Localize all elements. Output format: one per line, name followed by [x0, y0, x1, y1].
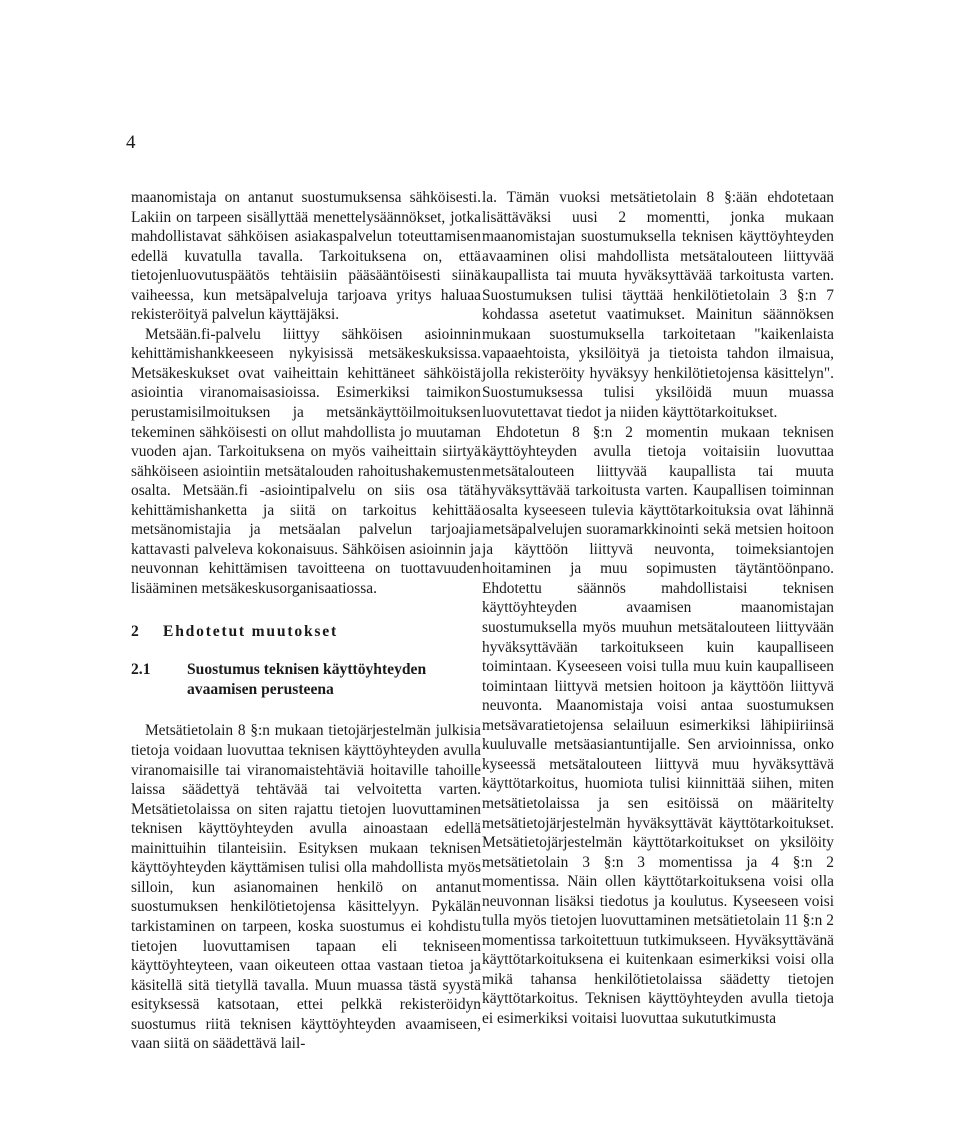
paragraph: Metsään.fi-palvelu liittyy sähköisen asioinnin kehittämishankkeeseen nykyisissä metsäkeskuksissa. Metsäkeskukset ovat vaiheittain kehittäneet sähköistä asiointia viranomaisasioissa. Esimerkiksi taimikon perustamisilmoituksen ja metsänkäyttöilmoituksen tekeminen sähköisesti on ollut mahdollista jo muutaman vuoden ajan. Tarkoituksena on myös vaiheittain siirtyä sähköiseen asiointiin metsätalouden rahoitushakemusten osalta. Metsään.fi -asiointipalvelu on siis osa tätä kehittämishanketta ja siitä on tarkoitus kehittää metsänomistajia ja metsäalan palvelun tarjoajia kattavasti palveleva kokonaisuus. Sähköisen asioinnin ja neuvonnan kehittämisen tavoitteena on tuottavuuden lisääminen metsäkeskusorganisaatiossa.: [131, 325, 481, 597]
paragraph: Ehdotetun 8 §:n 2 momentin mukaan teknisen käyttöyhteyden avulla tietoja voitaisiin luovuttaa metsätalouteen liittyvää kaupallista tai muuta hyväksyttävää tarkoitusta varten. Kaupallisen toiminnan osalta kyseeseen tulevia käyttötarkoituksia ovat lähinnä metsäpalvelujen suoramarkkinointi sekä metsien hoitoon ja käyttöön liittyvä neuvonta, toimeksiantojen hoitaminen ja muu sopimusten täytäntöönpano. Ehdotettu säännös mahdollistaisi teknisen käyttöyhteyden avaamisen maanomistajan suostumuksella myös muuhun metsätalouteen liittyvään hyväksyttävään tarkoitukseen kuin kaupalliseen toimintaan. Kyseeseen voisi tulla muu kuin kaupalliseen toimintaan liittyvä metsien hoitoon ja käyttöön liittyvä neuvonta. Maanomistaja voisi antaa suostumuksen metsävaratietojensa selailuun esimerkiksi lähipiiriinsä kuuluvalle metsäasiantuntijalle. Sen arvioinnissa, onko kyseessä metsätalouteen liittyvä muu hyväksyttävä käyttötarkoitus, huomiota tulisi kiinnittää siihen, miten metsätietolaissa ja sen esitöissä on määritelty metsätietojärjestelmän hyväksyttävät käyttötarkoitukset. Metsätietojärjestelmän käyttötarkoitukset on yksilöity metsätietolain 3 §:n 3 momentissa ja 4 §:n 2 momentissa. Näin ollen käyttötarkoituksena voisi olla neuvonnan lisäksi tiedotus ja koulutus. Kyseeseen voisi tulla myös tietojen luovuttaminen metsätietolain 11 §:n 2 momentissa tarkoitettuun tutkimukseen. Hyväksyttävänä käyttötarkoituksena ei kuitenkaan esimerkiksi voisi olla mikä tahansa henkilötietolaissa säädetty tietojen käyttötarkoitus. Teknisen käyttöyhteyden avulla tietoja ei esimerkiksi voitaisi luovuttaa sukututkimusta: [482, 423, 834, 1027]
subsection-title: Suostumus teknisen käyttöyhteyden avaamisen perusteena: [187, 661, 427, 698]
subsection-number: 2.1: [131, 661, 151, 679]
section-heading: [131, 622, 481, 642]
paragraph: Metsätietolain 8 §:n mukaan tietojärjestelmän julkisia tietoja voidaan luovuttaa teknisen käyttöyhteyden avulla viranomaisille tai viranomaistehtäviä hoitaville tahoille laissa säädettyä tehtävää tai velvoitetta varten. Metsätietolaissa on siten rajattu tietojen luovuttaminen teknisen käyttöyhteyden avulla ainoastaan edellä mainittuihin tilanteisiin. Esityksen mukaan teknisen käyttöyhteyden käyttämisen tulisi olla mahdollista myös silloin, kun asianomainen henkilö on antanut suostumuksen henkilötietojensa käsittelyyn. Pykälän tarkistaminen on tarpeen, koska suostumus ei kohdistu tietojen luovuttamisen tapaan eli tekniseen käyttöyhteyteen, vaan oikeuteen ottaa vastaan tietoa ja käsitellä sitä tietyllä tavalla. Muun muassa tästä syystä esityksessä katsotaan, ettei pelkkä rekisteröidyn suostumus riitä teknisen käyttöyhteyden avaamiseen, vaan siitä on säädettävä lail-: [131, 722, 481, 1053]
subsection-heading: [131, 660, 481, 699]
left-column: [131, 188, 481, 1054]
right-column: [482, 188, 834, 1029]
paragraph: maanomistaja on antanut suostumuksensa sähköisesti. Lakiin on tarpeen sisällyttää menettelysäännökset, jotka mahdollistavat sähköisen asiakaspalvelun toteuttamisen edellä kuvatulla tavalla. Tarkoituksena on, että tietojenluovutuspäätös tehtäisiin pääsääntöisesti siinä vaiheessa, kun metsäpalveluja tarjoava yritys haluaa rekisteröityä palvelun käyttäjäksi.: [131, 189, 481, 324]
paragraph: la. Tämän vuoksi metsätietolain 8 §:ään ehdotetaan lisättäväksi uusi 2 momentti, jonka mukaan maanomistajan suostumuksella teknisen käyttöyhteyden avaaminen olisi mahdollista metsätalouteen liittyvää kaupallista tai muuta hyväksyttävää tarkoitusta varten. Suostumuksen tulisi täyttää henkilötietolain 3 §:n 7 kohdassa asetetut vaatimukset. Mainitun säännöksen mukaan suostumuksella tarkoitetaan "kaikenlaista vapaaehtoista, yksilöityä ja tietoista tahdon ilmaisua, jolla rekisteröity hyväksyy henkilötietojensa käsittelyn". Suostumuksessa tulisi yksilöidä muun muassa luovutettavat tiedot ja niiden käyttötarkoitukset.: [482, 189, 834, 422]
section-number: 2: [131, 623, 139, 641]
section-title: Ehdotetut muutokset: [163, 623, 338, 641]
page-number: 4: [126, 132, 136, 153]
